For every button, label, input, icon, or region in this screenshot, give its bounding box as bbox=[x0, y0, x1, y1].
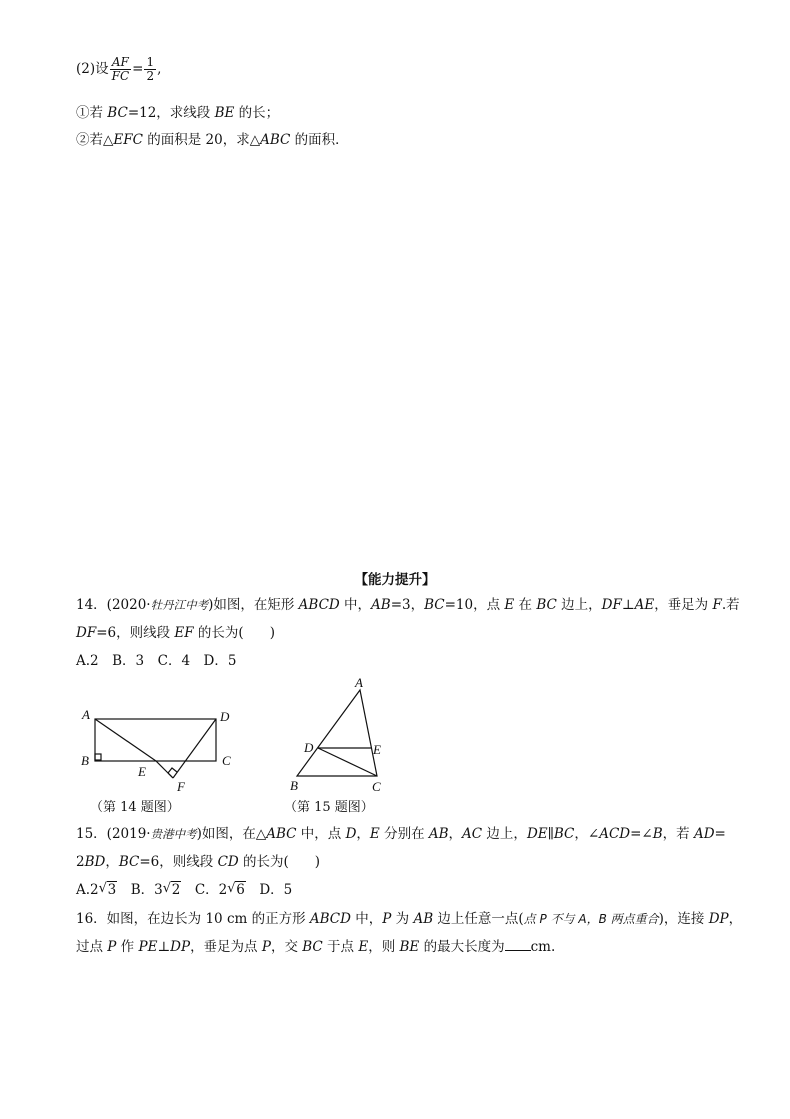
label-d: D bbox=[304, 740, 314, 755]
q1-var: BE bbox=[214, 105, 235, 121]
p14-text: 的长为( bbox=[193, 625, 244, 641]
fraction-denominator: FC bbox=[111, 69, 130, 83]
p16-text: 中， bbox=[350, 911, 383, 927]
p16-var: ABCD bbox=[309, 911, 351, 927]
p14-text: ，垂足为 bbox=[654, 597, 713, 613]
p16-var: P bbox=[261, 939, 271, 955]
p14-var: BC bbox=[424, 597, 445, 613]
label-b: B bbox=[81, 753, 89, 768]
p15-var: BD bbox=[84, 854, 106, 870]
p16-var: P bbox=[107, 939, 117, 955]
p16-text: 边上任意一点( bbox=[433, 911, 524, 927]
p16-var: E bbox=[358, 939, 369, 955]
p16-var: DP bbox=[170, 939, 191, 955]
p14-text: 中， bbox=[339, 597, 372, 613]
segment-df bbox=[173, 719, 216, 778]
q2-var: EFC bbox=[113, 132, 143, 148]
fraction-one-half bbox=[144, 56, 156, 83]
p14-var: F bbox=[712, 597, 722, 613]
problem-15-line-1 bbox=[76, 825, 726, 843]
p15-text: =6，则线段 bbox=[139, 854, 218, 870]
p16-text: 过点 bbox=[76, 939, 108, 955]
p16-text: 于点 bbox=[322, 939, 359, 955]
sqrt-symbol bbox=[99, 881, 118, 899]
figure-14 bbox=[76, 702, 246, 794]
right-angle-mark-f-2 bbox=[168, 768, 177, 773]
p15-var: BC bbox=[553, 826, 575, 842]
radicand: 2 bbox=[171, 882, 181, 898]
q2-var: ABC bbox=[260, 132, 291, 148]
sqrt-symbol bbox=[163, 881, 182, 899]
figure-15 bbox=[286, 676, 396, 794]
p15-text: 的长为( bbox=[238, 854, 289, 870]
p16-text: 16．如图，在边长为 10 cm 的正方形 bbox=[76, 911, 310, 927]
p14-text: 在 bbox=[514, 597, 537, 613]
p15-text: ，∠ bbox=[574, 826, 600, 842]
label-c: C bbox=[372, 779, 381, 794]
question-2 bbox=[76, 131, 349, 149]
p16-text: 的最大长度为 bbox=[419, 939, 505, 955]
question-1 bbox=[76, 104, 279, 122]
p15-text: ) bbox=[314, 854, 321, 870]
q2-text: 的面积． bbox=[290, 132, 349, 148]
p14-var: ABCD bbox=[298, 597, 340, 613]
p15-var: D bbox=[345, 826, 357, 842]
label-d: D bbox=[220, 709, 230, 724]
triangle-abc bbox=[297, 690, 377, 776]
p15-var: AC bbox=[462, 826, 483, 842]
p14-var: DF bbox=[601, 597, 622, 613]
p15-text: 中，点 bbox=[296, 826, 346, 842]
part2-prefix: (2)设 bbox=[76, 61, 109, 77]
p14-var: BC bbox=[536, 597, 557, 613]
option-c: C．2 bbox=[181, 882, 228, 898]
p15-text: ， bbox=[356, 826, 370, 842]
equals-sign: = bbox=[132, 61, 144, 77]
p14-text: ) bbox=[269, 625, 275, 641]
p16-text: 作 bbox=[116, 939, 139, 955]
p15-var: ACD bbox=[599, 826, 631, 842]
fraction-numerator: 1 bbox=[146, 55, 155, 69]
label-a: A bbox=[82, 707, 90, 722]
p14-text: ⊥ bbox=[621, 597, 635, 613]
p16-var: P bbox=[382, 911, 392, 927]
p14-text: =3， bbox=[390, 597, 425, 613]
p15-text: 2 bbox=[76, 854, 85, 870]
p14-text: 14．(2020· bbox=[76, 597, 151, 613]
problem-15-options bbox=[76, 881, 292, 899]
p16-text: ，交 bbox=[270, 939, 303, 955]
p16-text: ，则 bbox=[368, 939, 400, 955]
problem-14-line-2 bbox=[76, 624, 275, 642]
label-a: A bbox=[355, 676, 363, 690]
p16-var: BC bbox=[302, 939, 323, 955]
part2-suffix: , bbox=[157, 61, 162, 77]
p15-var: ABC bbox=[266, 826, 297, 842]
p15-text: ，若 bbox=[662, 826, 694, 842]
p15-var: E bbox=[369, 826, 380, 842]
p14-var: DF bbox=[76, 625, 97, 641]
sqrt-symbol bbox=[227, 881, 246, 899]
q1-var: BC bbox=[107, 105, 128, 121]
q1-text: 的长； bbox=[234, 105, 280, 121]
answer-blank[interactable] bbox=[505, 938, 531, 951]
p16-note: 点 P 不与 A，B 两点重合 bbox=[523, 912, 659, 926]
p15-var: B bbox=[652, 826, 663, 842]
p15-text: ∥ bbox=[547, 826, 554, 842]
part2-line bbox=[76, 56, 161, 83]
problem-16-line-1 bbox=[76, 910, 742, 928]
label-c: C bbox=[222, 753, 231, 768]
segment-ae bbox=[95, 719, 156, 761]
right-angle-mark-f bbox=[168, 773, 173, 778]
p16-text: ， bbox=[728, 911, 743, 927]
fraction-numerator: AF bbox=[110, 56, 132, 70]
p14-text: 边上， bbox=[556, 597, 602, 613]
problem-15-line-2 bbox=[76, 853, 320, 871]
p16-text: ⊥ bbox=[157, 939, 171, 955]
p15-source: 贵港中考 bbox=[150, 827, 197, 841]
caption-figure-14: （第 14 题图） bbox=[90, 800, 180, 815]
p15-text: ， bbox=[105, 854, 119, 870]
p15-var: DE bbox=[526, 826, 548, 842]
p15-var: AB bbox=[428, 826, 449, 842]
caption-figure-15: （第 15 题图） bbox=[284, 800, 374, 815]
fraction-af-fc bbox=[110, 56, 132, 83]
p15-text: = bbox=[714, 826, 726, 842]
problem-16-line-2 bbox=[76, 938, 555, 956]
p16-var: PE bbox=[138, 939, 158, 955]
problem-14-options: A.2 B．3 C．4 D．5 bbox=[76, 653, 237, 669]
label-f: F bbox=[177, 779, 185, 794]
p14-text: =6，则线段 bbox=[96, 625, 175, 641]
right-angle-mark-b bbox=[95, 754, 101, 760]
p15-text: =∠ bbox=[630, 826, 653, 842]
p14-var: AB bbox=[371, 597, 391, 613]
label-e: E bbox=[373, 742, 381, 757]
p15-text: ， bbox=[448, 826, 463, 842]
p14-text: .若 bbox=[721, 597, 740, 613]
p16-var: AB bbox=[413, 911, 434, 927]
p15-text: 边上， bbox=[482, 826, 527, 842]
p14-text: =10，点 bbox=[444, 597, 505, 613]
fraction-denominator: 2 bbox=[146, 69, 155, 83]
section-title: 【能力提升】 bbox=[354, 572, 436, 588]
q2-text: 的面积是 20，求△ bbox=[142, 132, 261, 148]
rectangle-abcd bbox=[95, 719, 216, 761]
q1-text: =12，求线段 bbox=[127, 105, 215, 121]
p16-text: ，垂足为点 bbox=[190, 939, 262, 955]
option-d: D．5 bbox=[245, 882, 293, 898]
p15-var: BC bbox=[118, 854, 140, 870]
p14-var: AE bbox=[634, 597, 655, 613]
p15-var: AD bbox=[693, 826, 715, 842]
label-e: E bbox=[138, 764, 146, 779]
p14-var: EF bbox=[174, 625, 194, 641]
q1-text: ①若 bbox=[76, 105, 108, 121]
option-a: A.2 bbox=[76, 882, 99, 898]
p16-var: DP bbox=[708, 911, 729, 927]
p16-var: BE bbox=[399, 939, 420, 955]
p16-text: )，连接 bbox=[658, 911, 709, 927]
q2-text: ②若△ bbox=[76, 132, 114, 148]
p16-text: cm. bbox=[530, 939, 556, 955]
p14-var: E bbox=[504, 597, 515, 613]
p16-text: 为 bbox=[391, 911, 414, 927]
p14-source: 牡丹江中考 bbox=[150, 598, 209, 612]
p15-text: 分别在 bbox=[379, 826, 429, 842]
p15-text: 15．(2019· bbox=[76, 826, 151, 842]
radicand: 6 bbox=[236, 882, 245, 898]
segment-cd bbox=[318, 748, 377, 776]
p14-text: )如图，在矩形 bbox=[208, 597, 299, 613]
problem-14-line-1 bbox=[76, 596, 740, 614]
p15-text: )如图，在△ bbox=[196, 826, 267, 842]
p15-var: CD bbox=[217, 854, 239, 870]
option-b: B．3 bbox=[117, 882, 163, 898]
label-b: B bbox=[290, 778, 298, 793]
radicand: 3 bbox=[107, 882, 117, 898]
